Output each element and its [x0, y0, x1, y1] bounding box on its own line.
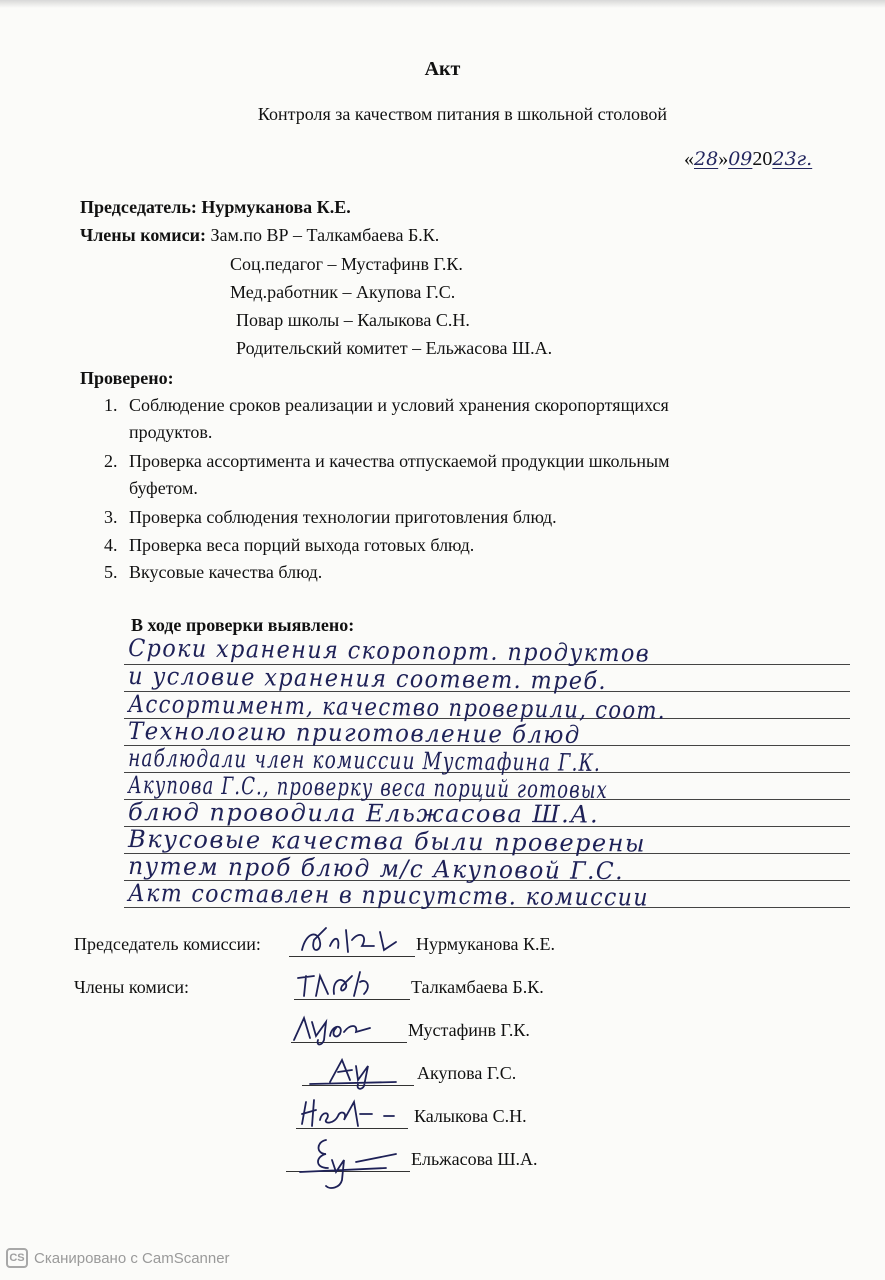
- chair-name: Нурмуканова К.Е.: [201, 197, 351, 217]
- checked-item-text: Проверка ассортимента и качества отпускаемой продукции школьным: [129, 451, 670, 471]
- checked-item-text: Соблюдение сроков реализации и условий хранения скоропортящихся: [129, 395, 669, 415]
- scan-edge-shadow: [0, 0, 885, 8]
- handwritten-line: Акупова Г.С., проверку веса порций готовых: [128, 771, 609, 805]
- member-signature: [294, 1094, 404, 1134]
- member-entry: Повар школы – Калыкова С.Н.: [236, 310, 470, 330]
- member-signature: [300, 1046, 410, 1092]
- checked-item-text: Проверка соблюдения технологии приготовления блюд.: [129, 507, 557, 527]
- handwritten-line: Вкусовые качества были проверены: [128, 825, 647, 858]
- member-entry: Родительский комитет – Ельжасова Ш.А.: [236, 338, 553, 358]
- sign-chair-name: Нурмуканова К.Е.: [416, 934, 555, 954]
- handwritten-line: наблюдали член комиссии Мустафина Г.К.: [128, 744, 602, 777]
- member-signature: [290, 1010, 400, 1048]
- date-year: 23г.: [772, 148, 813, 170]
- checked-item-num: 3.: [104, 507, 118, 527]
- members-line-0: [80, 225, 439, 246]
- document-date: [684, 148, 812, 171]
- handwritten-line: и условие хранения соответ. треб.: [128, 662, 608, 696]
- camscanner-logo-icon: CS: [6, 1248, 28, 1268]
- checked-item-num: 1.: [104, 395, 118, 415]
- chair-signature: [296, 922, 416, 962]
- sign-chair-label: Председатель комиссии:: [74, 934, 261, 954]
- date-month: 09: [728, 148, 753, 170]
- checked-item-text-cont: буфетом.: [129, 478, 198, 498]
- chair-line: [80, 197, 351, 218]
- handwritten-line: Акт составлен в присутств. комиссии: [128, 879, 649, 912]
- sign-member-name: Талкамбаева Б.К.: [411, 977, 544, 997]
- handwritten-line: Ассортимент, качество проверили, соот.: [128, 690, 666, 725]
- handwritten-line: блюд проводила Ельжасова Ш.А.: [128, 798, 600, 829]
- chair-label: Председатель:: [80, 197, 197, 217]
- handwritten-line: путем проб блюд м/с Акуповой Г.С.: [128, 852, 625, 886]
- member-signature: [294, 968, 414, 1004]
- member-entry: Зам.по ВР – Талкамбаева Б.К.: [210, 225, 440, 245]
- member-entry: Мед.работник – Акупова Г.С.: [230, 282, 456, 302]
- sign-members-label: Члены комиси:: [74, 977, 190, 997]
- sign-member-name: Ельжасова Ш.А.: [411, 1149, 538, 1169]
- member-entry: Соц.педагог – Мустафинв Г.К.: [230, 254, 463, 274]
- date-close-quote: »: [718, 148, 729, 170]
- date-year-prefix: 20: [752, 148, 773, 170]
- handwritten-line: Сроки хранения скоропорт. продуктов: [128, 634, 651, 668]
- checked-label: Проверено:: [80, 368, 174, 388]
- checked-item-text-cont: продуктов.: [129, 422, 213, 442]
- camscanner-text: Сканировано с CamScanner: [34, 1249, 230, 1267]
- document-title: Акт: [424, 58, 461, 80]
- findings-label: В ходе проверки выявлено:: [131, 615, 355, 635]
- checked-item-num: 5.: [104, 562, 118, 582]
- handwritten-line: Технологию приготовление блюд: [128, 717, 581, 749]
- checked-item-num: 4.: [104, 535, 118, 555]
- sign-member-name: Калыкова С.Н.: [414, 1106, 527, 1126]
- checked-item-num: 2.: [104, 451, 118, 471]
- document-subtitle: Контроля за качеством питания в школьной столовой: [257, 104, 668, 124]
- date-open-quote: «: [684, 148, 694, 170]
- members-label: Члены комиси:: [80, 225, 206, 245]
- camscanner-watermark: [6, 1248, 230, 1268]
- sign-member-name: Мустафинв Г.К.: [408, 1020, 530, 1040]
- date-day: 28: [694, 148, 719, 170]
- checked-item-text: Проверка веса порций выхода готовых блюд.: [129, 535, 475, 555]
- checked-item-text: Вкусовые качества блюд.: [129, 562, 323, 582]
- member-signature: [286, 1132, 406, 1196]
- sign-member-name: Акупова Г.С.: [417, 1063, 517, 1083]
